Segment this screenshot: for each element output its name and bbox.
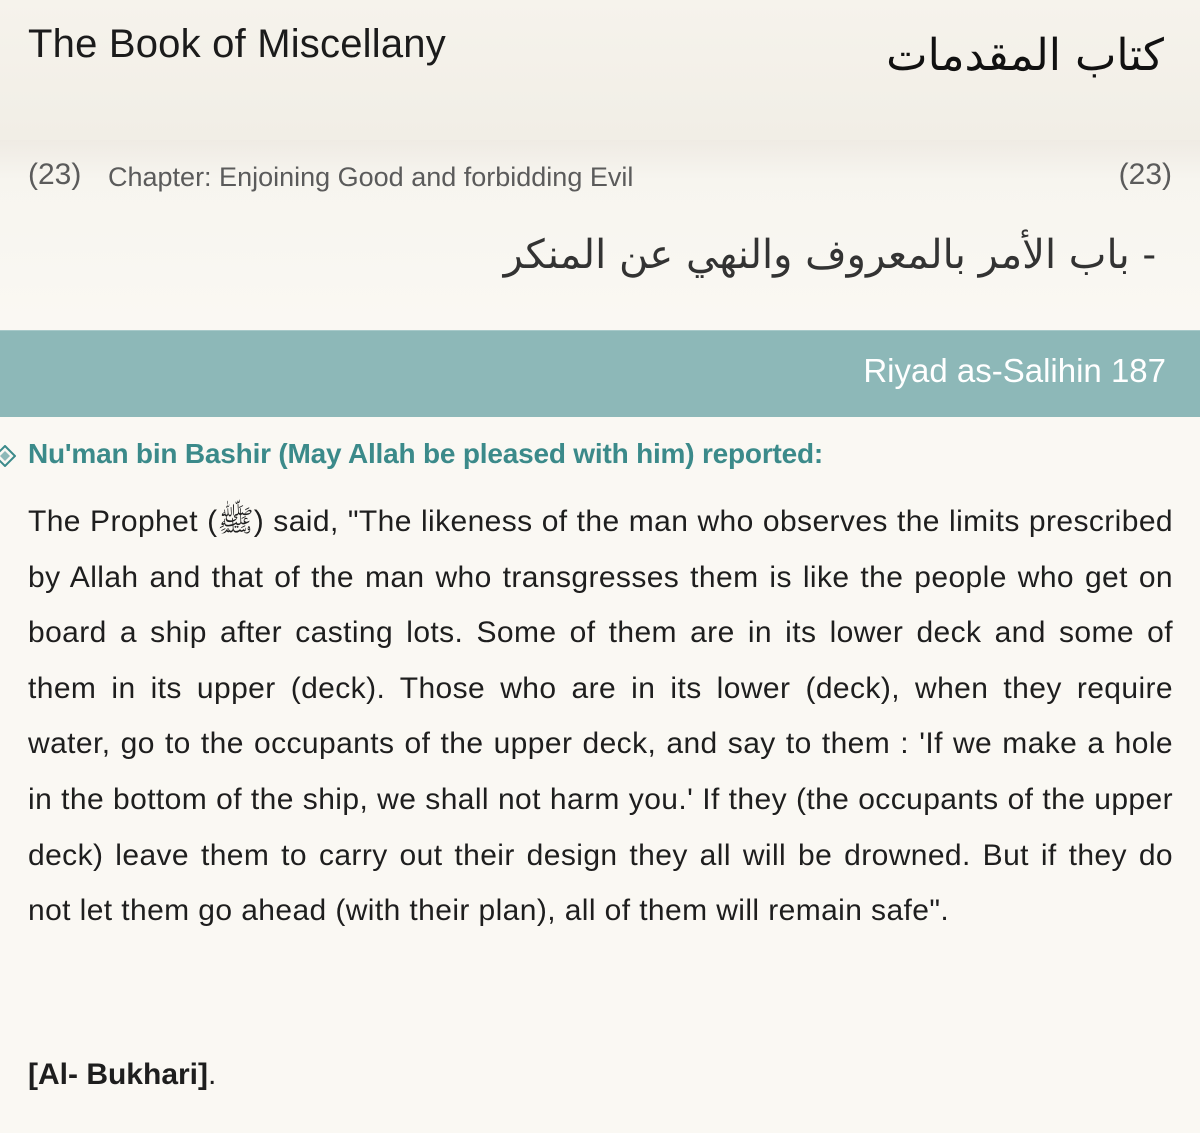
chapter-number: (23) <box>28 158 82 191</box>
hadith-text: The Prophet (ﷺ) said, "The likeness of the man who observes the limits prescribed by Allah and that of the man who transgresses them is like the people who get on board a ship after casting lots. Some of them are in its lower deck and some of them in its upper (deck). Those who are in its lower (deck), when they require water, go to the occupants of the upper deck, and say to them : 'If we make a hole in the bottom of the ship, we shall not harm you.' If they (the occupants of the upper deck) leave them to carry out their design they all will be drowned. But if they do not let them go ahead (with their plan), all of them will remain safe". <box>28 505 1173 928</box>
narrator-row <box>0 434 1200 480</box>
source-suffix: . <box>208 1058 217 1091</box>
chapter-header <box>0 140 1200 320</box>
chapter-title-arabic: - باب الأمر بالمعروف والنهي عن المنكر <box>503 232 1156 278</box>
chapter-number-arabic: (23) <box>1118 158 1172 191</box>
hadith-reference: Riyad as-Salihin 187 <box>863 352 1166 389</box>
hadith-reference-bar[interactable] <box>0 330 1200 417</box>
source-label: [Al- Bukhari] <box>28 1058 208 1091</box>
book-header <box>0 0 1200 140</box>
chapter-title: Chapter: Enjoining Good and forbidding Evil <box>108 162 634 192</box>
narrator: Nu'man bin Bashir (May Allah be pleased with him) reported: <box>28 438 824 469</box>
book-title: The Book of Miscellany <box>28 22 446 66</box>
book-title-arabic: كتاب المقدمات <box>886 30 1164 81</box>
hadith-source <box>28 1058 216 1092</box>
diamond-ornament-icon <box>0 445 16 467</box>
